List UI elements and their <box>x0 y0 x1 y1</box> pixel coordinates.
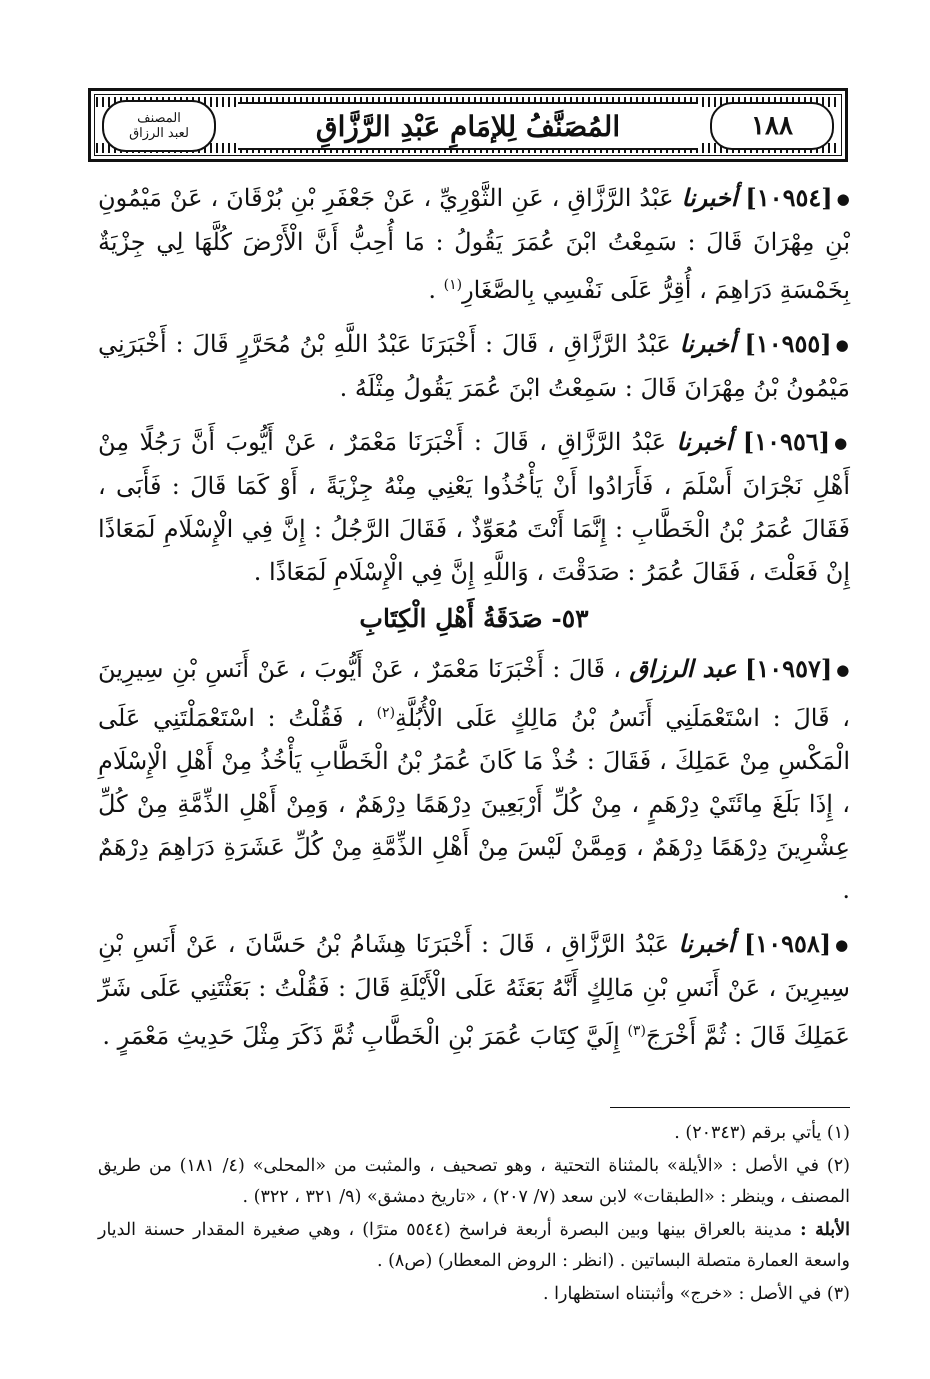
hadith-source: أخبرنا <box>679 329 736 358</box>
hadith-source: عبد الرزاق <box>629 654 737 683</box>
hadith-source: أخبرنا <box>676 427 733 456</box>
hadith-number: [١٠٩٥٧] <box>745 654 833 683</box>
hadith-tail: . <box>428 276 444 304</box>
main-text <box>98 176 850 1068</box>
hadith-text: ، قَالَ : أَخْبَرَنَا مَعْمَرٌ ، عَنْ أَيُّوبَ ، عَنْ أَنَسِ بْنِ سِيرِينَ ، قَالَ : اسْتَعْمَلَنِي أَنَسُ بْنُ مَالِكٍ عَلَى الْأُبُلَّةِ <box>98 655 850 732</box>
hadith-text-cont: ، فَقُلْتُ : اسْتَعْمَلْتَنِي عَلَى الْمَكْسِ مِنْ عَمَلِكَ ، فَقَالَ : خُذْ مَا كَانَ عُمَرُ بْنُ الْخَطَّابِ يَأْخُذُ مِنْ أَهْلِ الْإِسْلَامِ ، إِذَا بَلَغَ مِائَتَيْ دِرْهَمٍ ، مِنْ كُلِّ أَرْبَعِينَ دِرْهَمًا دِرْهَمٌ ، وَمِنْ أَهْلِ الذِّمَّةِ مِنْ كُلِّ عِشْرِينَ دِرْهَمًا دِرْهَمٌ ، وَمِمَّنْ لَيْسَ مِنْ أَهْلِ الذِّمَّةِ مِنْ كُلِّ عَشَرَةِ دَرَاهِمَ دِرْهَمٌ . <box>98 704 850 904</box>
footnote-1: (١) يأتي برقم (٢٠٣٤٣) . <box>674 1123 850 1143</box>
hadith-text: عَبْدُ الرَّزَّاقِ ، قَالَ : أَخْبَرَنَا عَبْدُ اللَّهِ بْنُ مُحَرَّرٍ قَالَ : أَخْبَرَنِي مَيْمُونُ بْنُ مِهْرَانَ قَالَ : سَمِعْتُ ابْنَ عُمَرَ يَقُولُ مِثْلَهُ . <box>98 330 850 402</box>
page-header <box>88 88 848 162</box>
section-heading: ٥٣- صَدَقَةُ أَهْلِ الْكِتَابِ <box>359 604 589 633</box>
footnotes <box>98 1118 850 1312</box>
hadith-number: [١٠٩٥٥] <box>744 329 832 358</box>
hadith-text-cont: إِلَيَّ كِتَابَ عُمَرَ بْنِ الْخَطَّابِ ثُمَّ ذَكَرَ مِثْلَ حَدِيثِ مَعْمَرٍ . <box>102 1022 628 1050</box>
bullet-icon: ● <box>836 661 850 679</box>
running-title: المُصَنَّفُ لِلإمَامِ عَبْدِ الرَّزَّاقِ <box>238 102 698 150</box>
hadith-entry <box>98 922 850 1058</box>
bullet-icon: ● <box>835 336 850 354</box>
book-seal-icon <box>102 100 216 152</box>
hadith-text: عَبْدُ الرَّزَّاقِ ، قَالَ : أَخْبَرَنَا هِشَامُ بْنُ حَسَّانَ ، عَنْ أَنَسِ بْنِ سِيرِينَ ، عَنْ أَنَسِ بْنِ مَالِكٍ أَنَّهُ بَعَثَهُ عَلَى الْأَيْلَةِ قَالَ : فَقُلْتُ : بَعَثْتَنِي عَلَى شَرِّ عَمَلِكَ قَالَ : ثُمَّ أَخْرَجَ <box>98 930 850 1050</box>
hadith-text: عَبْدُ الرَّزَّاقِ ، عَنِ الثَّوْرِيِّ ، عَنْ جَعْفَرِ بْنِ بُرْقَانَ ، عَنْ مَيْمُونِ بْنِ مِهْرَانَ قَالَ : سَمِعْتُ ابْنَ عُمَرَ يَقُولُ : مَا أُحِبُّ أَنَّ الْأَرْضَ كُلَّهَا لِي جِزْيَةٌ بِخَمْسَةِ دَرَاهِمَ ، أُقِرُّ عَلَى نَفْسِي بِالصَّغَارِ <box>98 184 850 304</box>
page-number: ١٨٨ <box>710 102 834 150</box>
hadith-source: أخبرنا <box>681 183 738 212</box>
hadith-entry <box>98 322 850 410</box>
seal-text-line-2: لعبد الرزاق <box>129 126 189 141</box>
hadith-source: أخبرنا <box>678 929 735 958</box>
hadith-text: عَبْدُ الرَّزَّاقِ ، قَالَ : أَخْبَرَنَا مَعْمَرٌ ، عَنْ أَيُّوبَ أَنَّ رَجُلًا مِنْ أَهْلِ نَجْرَانَ أَسْلَمَ ، فَأَرَادُوا أَنْ يَأْخُذُوا يَعْنِي مِنْهُ جِزْيَةً ، أَوْ كَمَا قَالَ : فَأَبَى ، فَقَالَ عُمَرُ بْنُ الْخَطَّابِ : إِنَّمَا أَنْتَ مُعَوِّذٌ ، فَقَالَ الرَّجُلُ : إِنَّ فِي الْإِسْلَامِ لَمَعَاذًا إِنْ فَعَلْتَ ، فَقَالَ عُمَرُ : صَدَقْتَ ، وَاللَّهِ إِنَّ فِي الْإِسْلَامِ لَمَعَاذًا . <box>98 428 850 586</box>
hadith-number: [١٠٩٥٨] <box>743 929 832 958</box>
hadith-entry <box>98 176 850 312</box>
bullet-icon: ● <box>836 190 850 208</box>
footnote-term-text: مدينة بالعراق بينها وبين البصرة أربعة فراسخ (٥٥٤٤ مترًا) ، وهي صغيرة المقدار حسنة الديار واسعة العمارة متصلة البساتين . (انظر : الروض المعطار) (ص٨) . <box>98 1220 850 1271</box>
hadith-entry <box>98 420 850 594</box>
hadith-number: [١٠٩٥٤] <box>745 183 833 212</box>
footnote-term: الأبلة : <box>800 1220 850 1240</box>
footnote-ref[interactable]: (٢) <box>376 705 396 721</box>
footnote-ref[interactable]: (٣) <box>627 1023 646 1039</box>
bullet-icon: ● <box>835 936 850 954</box>
footnote-3: (٣) في الأصل : «خرج» وأثبتناه استظهارا . <box>543 1284 850 1304</box>
footnote-2: (٢) في الأصل : «الأيلة» بالمثناة التحتية ، وهو تصحيف ، والمثبت من «المحلى» (٤/ ١٨١) من طريق المصنف ، وينظر : «الطبقات» لابن سعد (٧/ ٢٠٧) ، «تاريخ دمشق» (٩/ ٣٢١ ، ٣٢٢) . <box>98 1156 850 1207</box>
hadith-number: [١٠٩٥٦] <box>742 427 831 456</box>
hadith-entry <box>98 647 850 912</box>
seal-text-line-1: المصنف <box>137 111 181 126</box>
footnote-ref[interactable]: (١) <box>443 277 463 293</box>
footnote-2-note <box>98 1215 850 1277</box>
bullet-icon: ● <box>834 434 850 452</box>
footnote-divider <box>610 1107 850 1108</box>
